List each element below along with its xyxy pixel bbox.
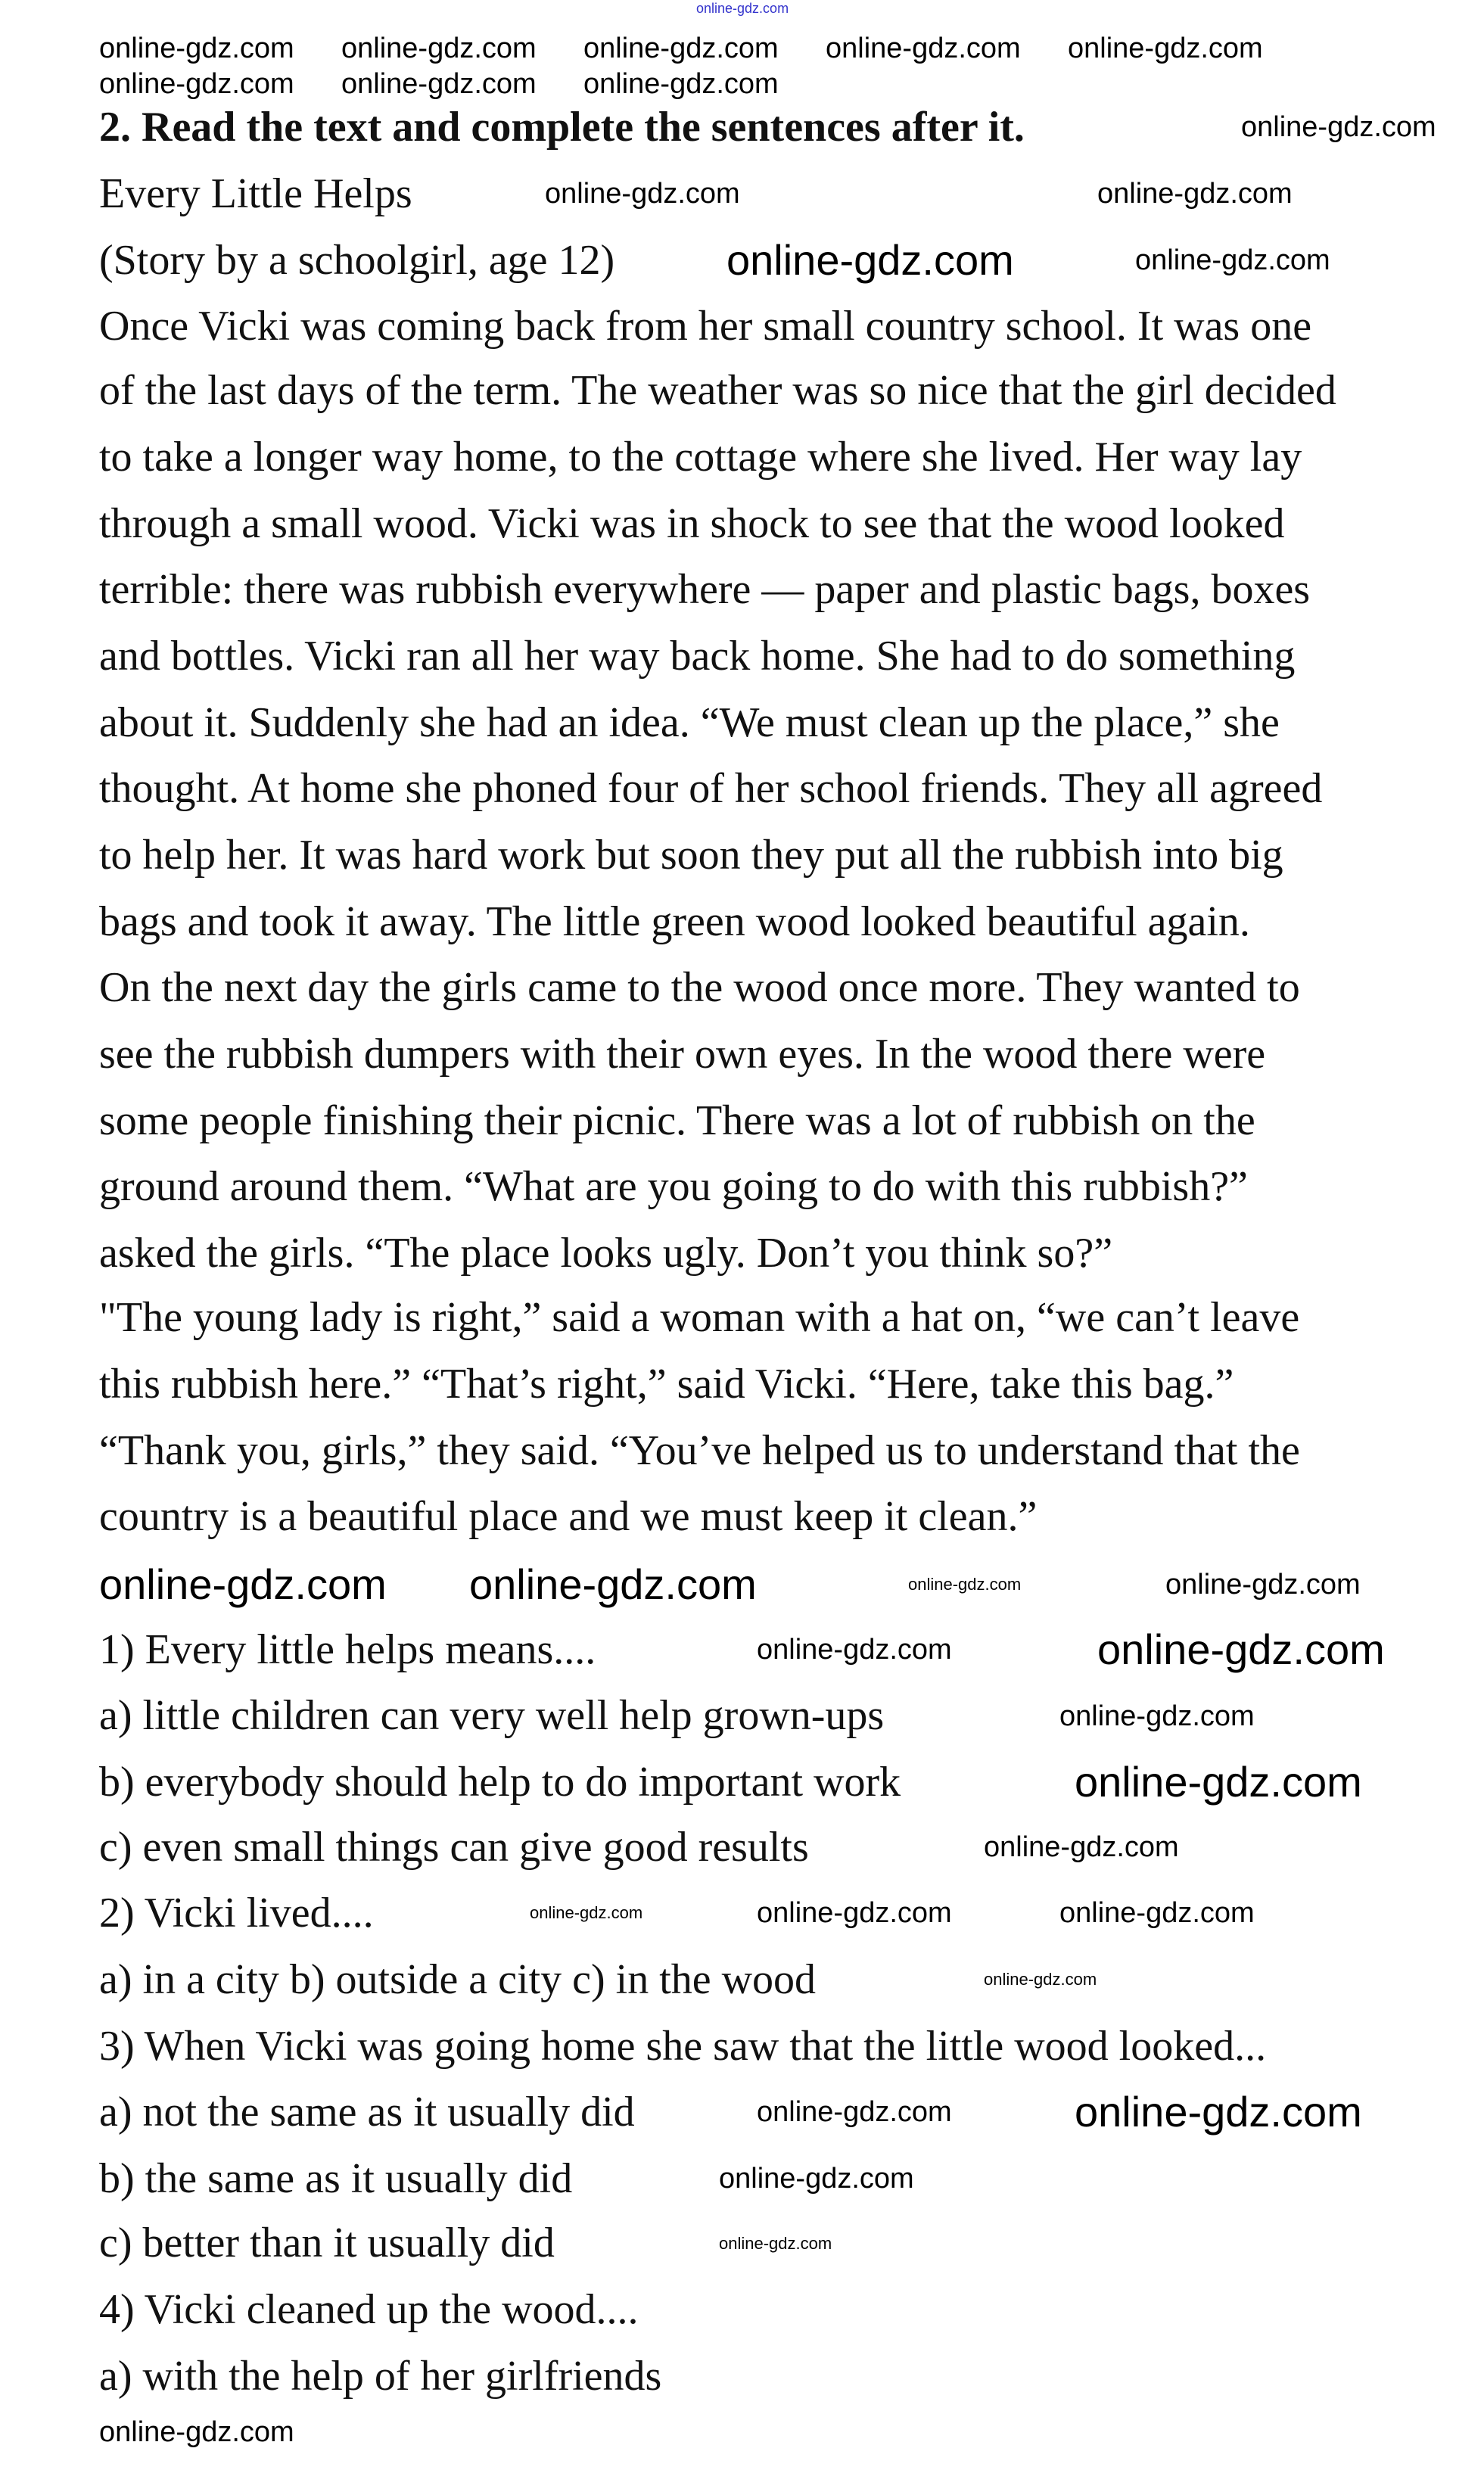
story-line: asked the girls. “The place looks ugly. Don’t you think so?”: [99, 1230, 1113, 1277]
answer-option: a) in a city b) outside a city c) in the wood: [99, 1956, 817, 2003]
watermark: online-gdz.com: [696, 1, 789, 16]
task-title: 2. Read the text and complete the sentences after it.: [99, 104, 1025, 151]
story-line: bags and took it away. The little green wood looked beautiful again.: [99, 898, 1250, 945]
watermark: online-gdz.com: [545, 178, 740, 210]
watermark: online-gdz.com: [583, 68, 779, 100]
story-title: Every Little Helps: [99, 170, 412, 217]
watermark: online-gdz.com: [1059, 1700, 1255, 1732]
watermark: online-gdz.com: [984, 1831, 1179, 1863]
watermark: online-gdz.com: [469, 1560, 757, 1608]
watermark: online-gdz.com: [757, 1634, 952, 1666]
story-line: “Thank you, girls,” they said. “You’ve helped us to understand that the: [99, 1427, 1300, 1474]
watermark: online-gdz.com: [341, 33, 537, 64]
watermark: online-gdz.com: [719, 2234, 832, 2253]
answer-option: b) the same as it usually did: [99, 2155, 573, 2202]
story-line: country is a beautiful place and we must keep it clean.”: [99, 1493, 1038, 1540]
story-line: Once Vicki was coming back from her small country school. It was one: [99, 303, 1312, 350]
watermark: online-gdz.com: [1097, 178, 1293, 210]
watermark: online-gdz.com: [757, 1897, 952, 1929]
question-line: 4) Vicki cleaned up the wood....: [99, 2286, 639, 2333]
answer-option: b) everybody should help to do important work: [99, 1759, 901, 1806]
watermark: online-gdz.com: [1075, 1758, 1362, 1806]
story-line: of the last days of the term. The weather was so nice that the girl decided: [99, 367, 1336, 414]
watermark: online-gdz.com: [341, 68, 537, 100]
watermark: online-gdz.com: [99, 1560, 387, 1608]
watermark: online-gdz.com: [1068, 33, 1263, 64]
story-line: "The young lady is right,” said a woman with a hat on, “we can’t leave: [99, 1294, 1300, 1341]
answer-option: a) little children can very well help grown-ups: [99, 1692, 885, 1739]
watermark: online-gdz.com: [1059, 1897, 1255, 1929]
watermark: online-gdz.com: [583, 33, 779, 64]
watermark: online-gdz.com: [719, 2163, 914, 2195]
watermark: online-gdz.com: [1097, 1625, 1385, 1673]
story-line: On the next day the girls came to the wood once more. They wanted to: [99, 964, 1300, 1011]
watermark: online-gdz.com: [1165, 1569, 1361, 1601]
story-line: ground around them. “What are you going to do with this rubbish?”: [99, 1163, 1248, 1210]
watermark: online-gdz.com: [530, 1903, 643, 1922]
watermark: online-gdz.com: [908, 1575, 1022, 1594]
story-line: see the rubbish dumpers with their own eyes. In the wood there were: [99, 1031, 1266, 1078]
answer-option: c) better than it usually did: [99, 2220, 555, 2266]
question-line: 3) When Vicki was going home she saw that the little wood looked...: [99, 2023, 1267, 2070]
story-subtitle: (Story by a schoolgirl, age 12): [99, 237, 615, 284]
watermark: online-gdz.com: [1241, 111, 1436, 143]
story-line: thought. At home she phoned four of her school friends. They all agreed: [99, 765, 1323, 812]
question-line: 1) Every little helps means....: [99, 1626, 596, 1673]
answer-option: a) with the help of her girlfriends: [99, 2353, 662, 2400]
story-line: through a small wood. Vicki was in shock to see that the wood looked: [99, 500, 1285, 547]
story-line: this rubbish here.” “That’s right,” said Vicki. “Here, take this bag.”: [99, 1361, 1234, 1408]
watermark: online-gdz.com: [1135, 244, 1330, 276]
watermark: online-gdz.com: [757, 2096, 952, 2128]
answer-option: a) not the same as it usually did: [99, 2089, 635, 2136]
watermark: online-gdz.com: [984, 1970, 1097, 1989]
story-line: about it. Suddenly she had an idea. “We must clean up the place,” she: [99, 699, 1280, 746]
watermark: online-gdz.com: [99, 2416, 294, 2448]
watermark: online-gdz.com: [826, 33, 1021, 64]
story-line: to take a longer way home, to the cottage where she lived. Her way lay: [99, 434, 1302, 481]
story-line: some people finishing their picnic. There was a lot of rubbish on the: [99, 1097, 1255, 1144]
story-line: and bottles. Vicki ran all her way back home. She had to do something: [99, 633, 1296, 680]
watermark: online-gdz.com: [99, 68, 294, 100]
question-line: 2) Vicki lived....: [99, 1890, 374, 1936]
story-line: to help her. It was hard work but soon they put all the rubbish into big: [99, 832, 1283, 879]
answer-option: c) even small things can give good results: [99, 1824, 809, 1871]
watermark: online-gdz.com: [726, 236, 1014, 284]
watermark: online-gdz.com: [99, 33, 294, 64]
story-line: terrible: there was rubbish everywhere — paper and plastic bags, boxes: [99, 566, 1311, 613]
watermark: online-gdz.com: [1075, 2088, 1362, 2136]
